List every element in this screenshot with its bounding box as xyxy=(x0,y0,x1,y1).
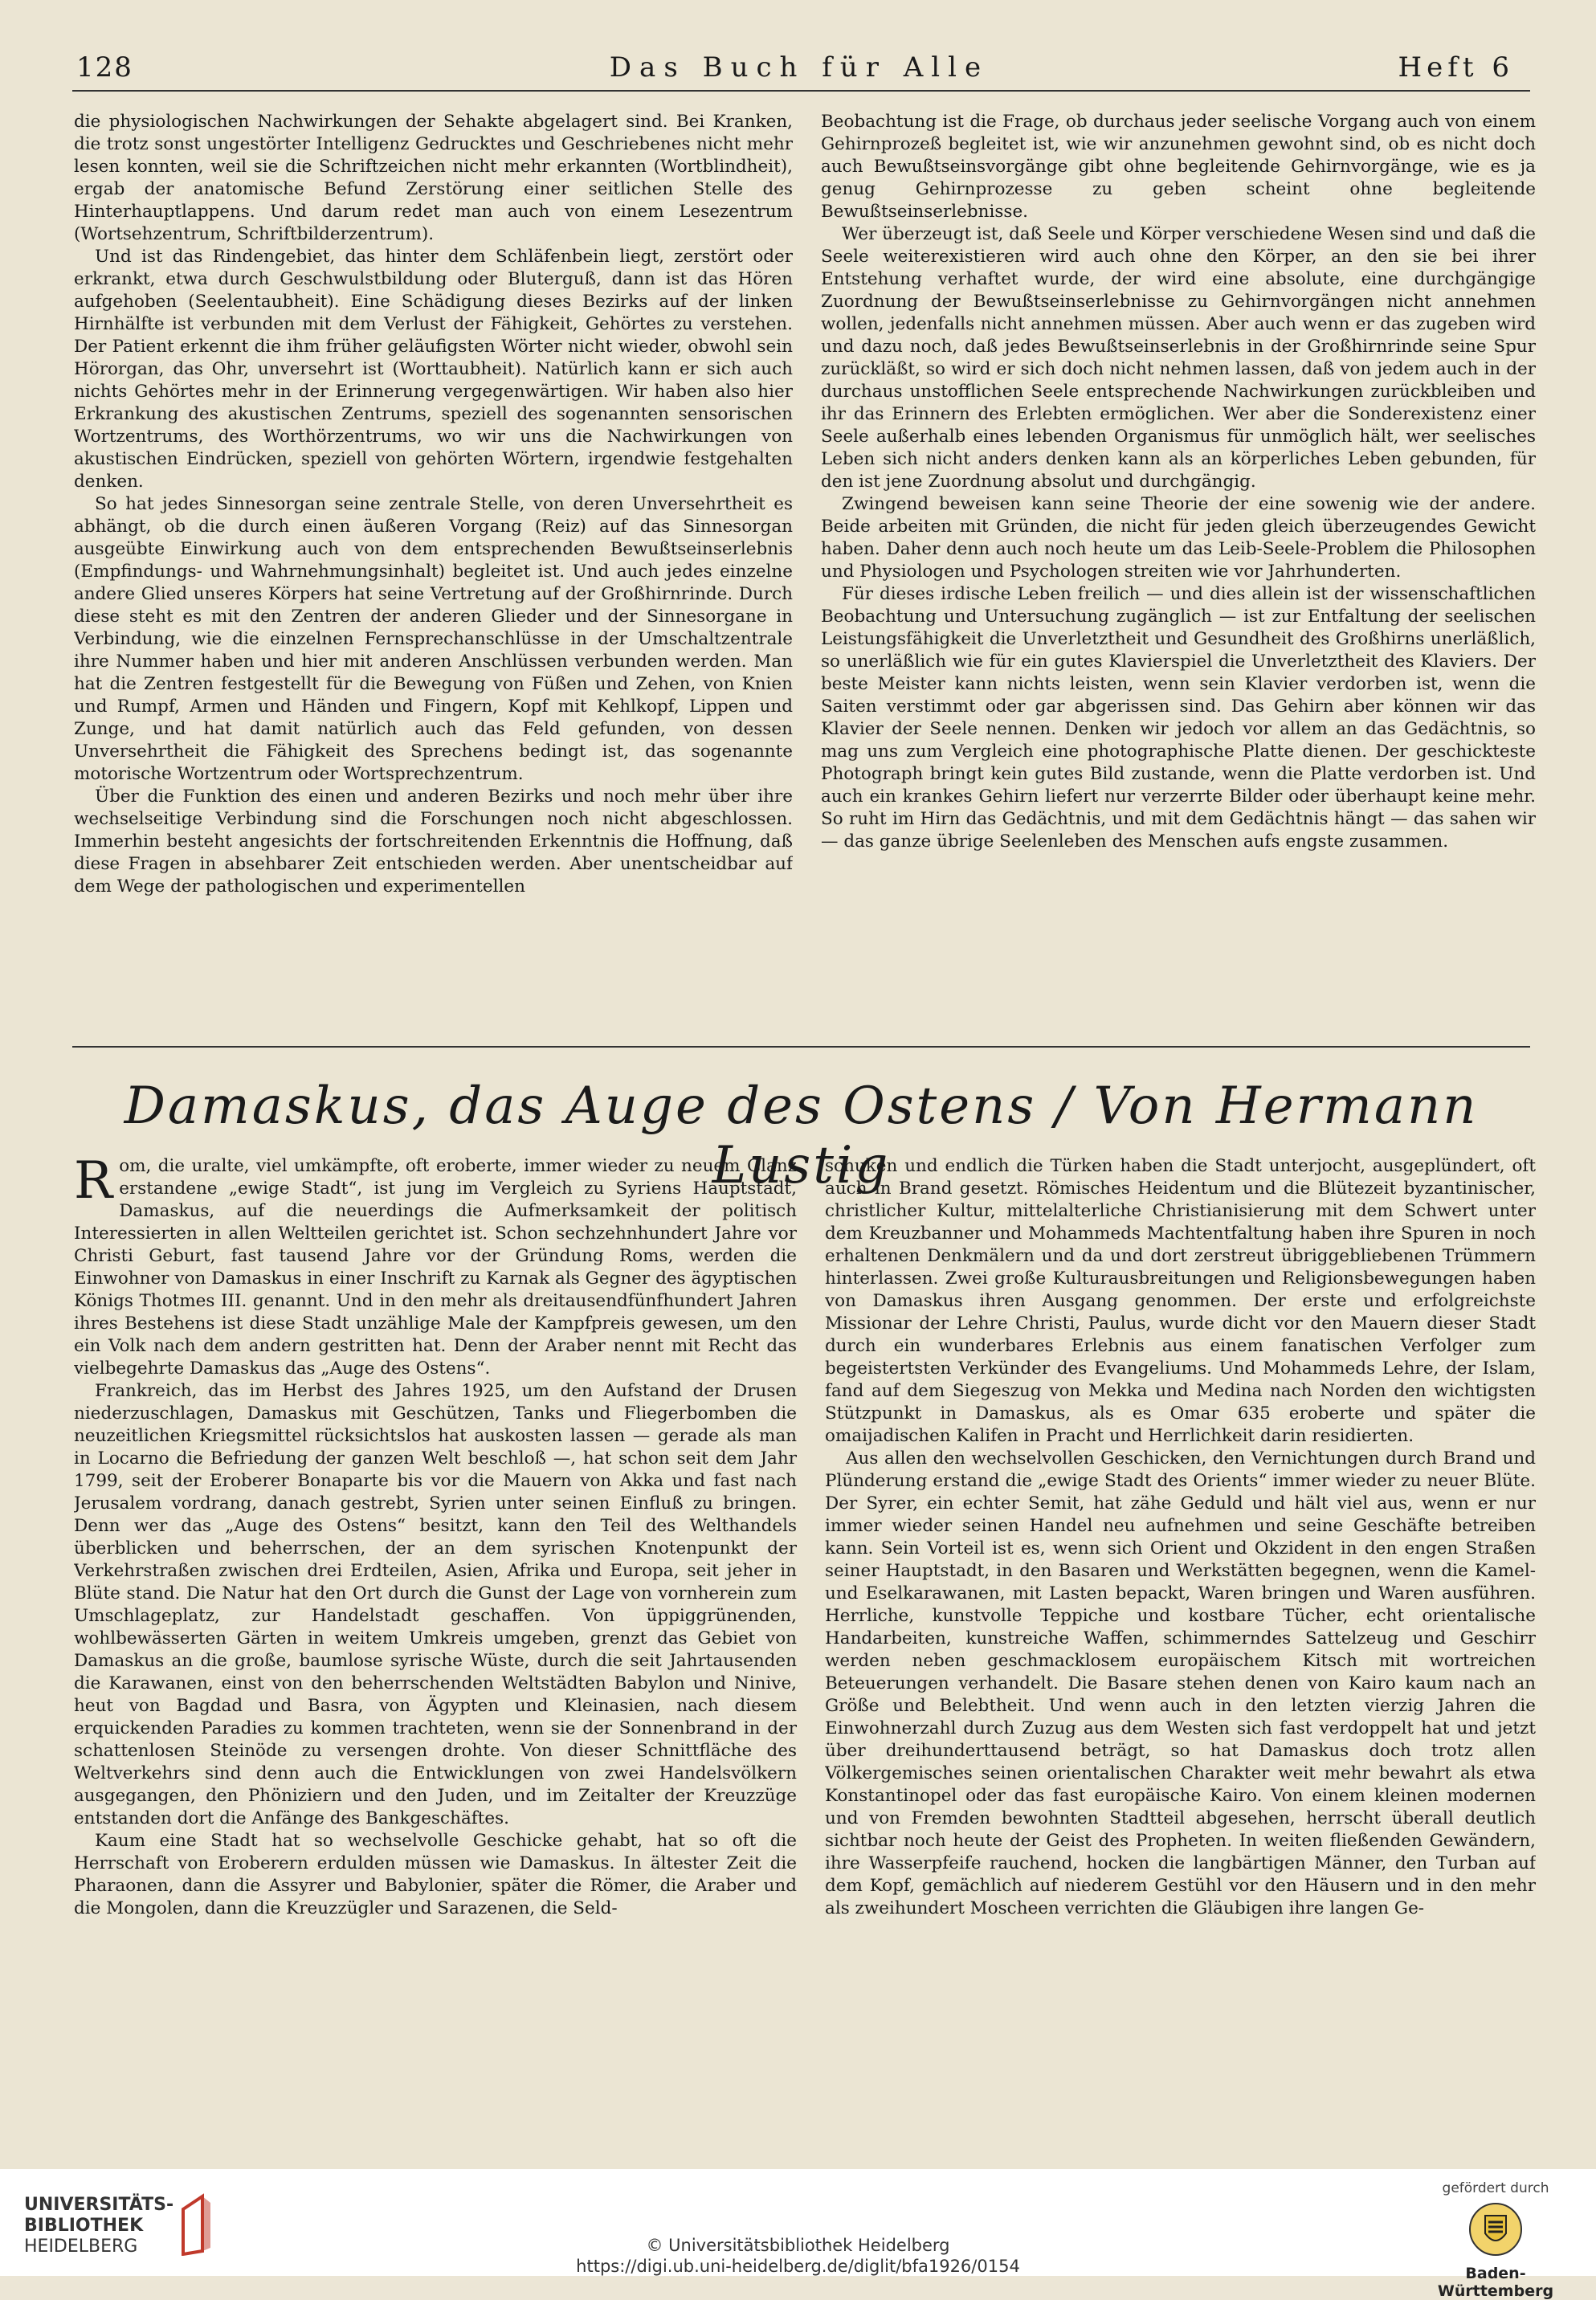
column-bottom-left xyxy=(74,1155,797,2111)
column-top-right xyxy=(821,111,1536,1027)
drop-cap: R xyxy=(74,1155,113,1211)
state-crest-icon xyxy=(1467,2201,1524,2257)
paragraph: Und ist das Rindengebiet, das hinter dem Schläfenbein liegt, zerstört oder erkrankt, etwa durch Geschwulstbildung oder Bluterguß, dann ist das Hören aufgehoben (Seelentaubheit). Eine Schädigung dieses Bezirks auf der linken Hirnhälfte ist verbunden mit dem Verlust der Fähigkeit, Gehörtes zu verstehen. Der Patient erkennt die ihm früher geläufigsten Wörter nicht wieder, obwohl sein Hörorgan, das Ohr, unversehrt ist (Worttaubheit). Natürlich kann er sich auch nichts Gehörtes mehr in der Erinnerung vergegenwärtigen. Wir haben also hier Erkrankung des akustischen Zentrums, speziell des sogenannten sensorischen Wortzentrums, des Worthörzentrums, wo wir uns die Nachwirkungen von akustischen Eindrücken, speziell von gehörten Wörtern, irgendwie festgehalten denken. xyxy=(74,247,793,492)
paragraph: schuken und endlich die Türken haben die Stadt unterjocht, ausgeplündert, oft auch in Brand gesetzt. Römisches Heidentum und die Blütezeit byzantinischer, christlicher Kultur, mittelalterliche Christianisierung mit dem Schwert unter dem Kreuzbanner und Mohammeds Machtentfaltung haben ihre Spuren in noch erhaltenen Denkmälern und da und dort zerstreut übriggebliebenen Trümmern hinterlassen. Zwei große Kulturausbreitungen und Religionsbewegungen haben von Damaskus ihren Ausgang genommen. Der erste und erfolgreichste Missionar der Lehre Christi, Paulus, wurde dicht vor den Mauern dieser Stadt durch ein wunderbares Erlebnis aus einem fanatischen Verfolger zum begeistertsten Verkünder des Evangeliums. Und Mohammeds Lehre, der Islam, fand auf dem Siegeszug von Mekka und Medina nach Norden den wichtigsten Stützpunkt in Damaskus, als es Omar 635 eroberte und später die omaijadischen Kalifen in Pracht und Herrlichkeit darin residierten. xyxy=(825,1156,1536,1446)
paragraph: Frankreich, das im Herbst des Jahres 1925, um den Aufstand der Drusen niederzuschlagen, Damaskus mit Geschützen, Tanks und Fliegerbomben die neuzeitlichen Kriegsmittel rücksichtslos hat auskosten lassen — gerade als man in Locarno die Befriedung der ganzen Welt beschloß —, hat schon seit dem Jahr 1799, seit der Eroberer Bonaparte bis vor die Mauern von Akka und fast nach Jerusalem vordrang, danach gestrebt, Syrien unter seinen Einfluß zu bringen. Denn wer das „Auge des Ostens“ besitzt, kann den Teil des Welthandels überblicken und beherrschen, der an dem syrischen Knotenpunkt der Verkehrstraßen zwischen drei Erdteilen, Asien, Afrika und Europa, seit jeher in Blüte stand. Die Natur hat den Ort durch die Gunst der Lage von vornherein zum Umschlageplatz, zur Handelstadt geschaffen. Von üppiggrünenden, wohlbewässerten Gärten in weitem Umkreis umgeben, grenzt das Gebiet von Damaskus an die große, baumlose syrische Wüste, durch die seit Jahrtausenden die Karawanen, einst von den beherrschenden Weltstädten Babylon und Ninive, heut von Bagdad und Basra, von Ägypten und Kleinasien, nach diesem erquickenden Paradies zu kommen trachteten, wenn sie der Sonnenbrand in der schattenlosen Steinöde zu versengen drohte. Von dieser Schnittfläche des Weltverkehrs sind denn auch die Entwicklungen von zwei Handelsvölkern ausgegangen, den Phöniziern und den Juden, und im Zeitalter der Kreuzzüge entstanden dort die Anfänge des Bankgeschäftes. xyxy=(74,1381,797,1828)
sponsor-block xyxy=(1419,2180,1572,2300)
running-header xyxy=(76,47,1522,87)
article-title: Damaskus, das Auge des Ostens / Von Hermann Lustig xyxy=(124,1076,1479,1195)
paragraph xyxy=(74,1155,797,1380)
paragraph: Beobachtung ist die Frage, ob durchaus jeder seelische Vorgang auch von einem Gehirnprozeß begleitet ist, wie wir anzunehmen gewohnt sind, ob es nicht doch auch Bewußtseinsvorgänge gibt ohne begleitende Gehirnvorgänge, wie es ja genug Gehirnprozesse zu geben scheint ohne begleitende Bewußtseinserlebnisse. xyxy=(821,112,1536,222)
paragraph: Über die Funktion des einen und anderen Bezirks und noch mehr über ihre wechselseitige Verbindung sind die Forschungen noch nicht abgeschlossen. Immerhin besteht angesichts der fortschreitenden Erkenntnis die Hoffnung, daß diese Fragen in absehbarer Zeit entschieden werden. Aber unentscheidbar auf dem Wege der pathologischen und experimentellen xyxy=(74,786,793,897)
permalink[interactable]: https://digi.ub.uni-heidelberg.de/diglit/bfa1926/0154 xyxy=(576,2257,1020,2276)
sponsor-name: Baden-Württemberg xyxy=(1437,2265,1554,2300)
paragraph: Kaum eine Stadt hat so wechselvolle Geschicke gehabt, hat so oft die Herrschaft von Eroberern erdulden müssen wie Damaskus. In ältester Zeit die Pharaonen, dann die Assyrer und Babylonier, später die Römer, die Araber und die Mongolen, dann die Kreuzzügler und Sarazenen, die Seld- xyxy=(74,1831,797,1918)
paragraph: Zwingend beweisen kann seine Theorie der eine sowenig wie der andere. Beide arbeiten mit Gründen, die nicht für jeden gleich überzeugendes Gewicht haben. Daher denn auch noch heute um das Leib-Seele-Problem die Philosophen und Physiologen und Psychologen streiten wie vor Jahrhunderten. xyxy=(821,494,1536,582)
copyright-text: © Universitätsbibliothek Heidelberg xyxy=(646,2236,950,2255)
paragraph: die physiologischen Nachwirkungen der Sehakte abgelagert sind. Bei Kranken, die trotz sonst ungestörter Intelligenz Gedrucktes und Geschriebenes nicht mehr lesen konnten, weil sie die Schriftzeichen nicht mehr erkannten (Wortblindheit), ergab der anatomische Befund Zerstörung einer seitlichen Stelle des Hinterhauptlappens. Und darum redet man auch von einem Lesezentrum (Wortsehzentrum, Schriftbilderzentrum). xyxy=(74,112,793,244)
column-top-left xyxy=(74,111,793,1027)
issue-label: Heft 6 xyxy=(1398,51,1514,84)
column-bottom-right xyxy=(825,1155,1536,2111)
paragraph: So hat jedes Sinnesorgan seine zentrale Stelle, von deren Unversehrtheit es abhängt, ob die durch einen äußeren Vorgang (Reiz) auf das Sinnesorgan ausgeübte Einwirkung auch von dem entsprechenden Bewußtseinserlebnis (Empfindungs- und Wahrnehmungsinhalt) begleitet ist. Und auch jedes einzelne andere Glied unseres Körpers hat seine Vertretung auf der Großhirnrinde. Durch diese steht es mit den Zentren der anderen Glieder und der Sinnesorgane in Verbindung, wie die einzelnen Fernsprechanschlüsse in der Umschaltzentrale ihre Nummer haben und hier mit anderen Anschlüssen verbunden werden. Man hat die Zentren festgestellt für die Bewegung von Füßen und Zehen, von Knien und Rumpf, Armen und Händen und Fingern, Kopf mit Kehlkopf, Lippen und Zunge, und hat damit natürlich auch das Feld gefunden, von dessen Unversehrtheit die Fähigkeit des Sprechens bedingt ist, das sogenannte motorische Wortzentrum oder Wortsprechzentrum. xyxy=(74,494,793,784)
library-name: UNIVERSITÄTS- BIBLIOTHEK HEIDELBERG xyxy=(24,2195,174,2257)
page-number: 128 xyxy=(76,51,133,84)
sponsor-label: gefördert durch xyxy=(1442,2180,1549,2196)
viewer-footer xyxy=(0,2169,1596,2300)
paragraph: Für dieses irdische Leben freilich — und dies allein ist der wissenschaftlichen Beobachtung und Untersuchung zugänglich — ist zur Entfaltung der seelischen Leistungsfähigkeit die Unverletztheit und Gesundheit des Großhirns unerläßlich, so unerläßlich wie für ein gutes Klavierspiel die Unverletztheit des Klaviers. Der beste Meister kann nichts leisten, wenn sein Klavier verdorben ist, wenn die Saiten verstimmt oder gar abgerissen sind. Das Gehirn aber können wir das Klavier der Seele nennen. Denken wir jedoch vor allem an das Gedächtnis, so mag uns zum Vergleich eine photographische Platte dienen. Der geschickteste Photograph bringt kein gutes Bild zustande, wenn die Platte verdorben ist. Und auch ein krankes Gehirn liefert nur verzerrte Bilder oder überhaupt keine mehr. So ruht im Hirn das Gedächtnis, und mit dem Gedächtnis hängt — das sahen wir — das ganze übrige Seelenleben des Menschen aufs engste zusammen. xyxy=(821,584,1536,852)
paragraph: Aus allen den wechselvollen Geschicken, den Vernichtungen durch Brand und Plünderung erstand die „ewige Stadt des Orients“ immer wieder zu neuer Blüte. Der Syrer, ein echter Semit, hat zähe Geduld und hält viel aus, wenn er nur immer wieder seinen Handel neu aufnehmen und seine Geschäfte betreiben kann. Sein Vorteil ist es, wenn sich Orient und Okzident in den engen Straßen seiner Hauptstadt, in den Basaren und Werkstätten begegnen, wenn die Kamel- und Eselkarawanen, mit Lasten bepackt, Waren bringen und Waren ausführen. Herrliche, kunstvolle Teppiche und kostbare Tücher, echt orientalische Handarbeiten, kunstreiche Waffen, schimmerndes Sattelzeug und Geschirr werden neben geschmacklosem europäischem Kitsch mit wortreichen Beteuerungen verhandelt. Die Basare stehen denen von Kairo kaum nach an Größe und Belebtheit. Und wenn auch in den letzten vierzig Jahren die Einwohnerzahl durch Zuzug aus dem Westen sich fast verdoppelt hat und jetzt über dreihunderttausend beträgt, so hat Damaskus doch trotz allen Völkergemisches seinen orientalischen Charakter weit mehr bewahrt als etwa Konstantinopel oder das fast europäische Kairo. Von einem kleinen modernen und von Fremden bewohnten Stadtteil abgesehen, herrscht überall deutlich sichtbar noch heute der Geist des Propheten. In weiten fließenden Gewändern, ihre Wasserpfeife rauchend, hocken die langbärtigen Männer, den Turban auf dem Kopf, gemächlich auf niederem Gestühl vor den Häusern und in den mehr als zweihundert Moscheen verrichten die Gläubigen ihre langen Ge- xyxy=(825,1448,1536,1918)
copyright-block xyxy=(0,2235,1596,2277)
section-rule xyxy=(72,1046,1530,1048)
paragraph: Wer überzeugt ist, daß Seele und Körper verschiedene Wesen sind und daß die Seele weiterexistieren wird auch ohne den Körper, an den sie bei ihrer Entstehung verhaftet wurde, der wird eine absolute, eine durchgängige Zuordnung der Bewußtseinserlebnisse zu Gehirnvorgängen nicht annehmen wollen, jedenfalls nicht annehmen müssen. Aber auch wenn er das zugeben wird und dazu noch, daß jedes Bewußtseinserlebnis in der Großhirnrinde seine Spur zurückläßt, so wird er sich doch nicht nehmen lassen, daß von jedem auch in der durchaus unstofflichen Seele entsprechende Nachwirkungen zurückbleiben und ihr das Erinnern des Erlebten ermöglichen. Wer aber die Sonderexistenz einer Seele außerhalb eines lebenden Organismus für unmöglich hält, wer seelisches Leben sich nicht anders denken kann als an körperliches Leben gebunden, für den ist jene Zuordnung absolut und durchgängig. xyxy=(821,224,1536,492)
publication-title: Das Buch für Alle xyxy=(609,51,990,84)
paragraph-text: om, die uralte, viel umkämpfte, oft eroberte, immer wieder zu neuem Glanz erstandene „ewige Stadt“, ist jung im Vergleich zu Syriens Hauptstadt, Damaskus, auf die neuerdings die Aufmerksamkeit der politisch Interessierten in allen Weltteilen gerichtet ist. Schon sechzehnhundert Jahre vor Christi Geburt, fast tausend Jahre vor der Gründung Roms, werden die Einwohner von Damaskus in einer Inschrift zu Karnak als Gegner des ägyptischen Königs Thotmes III. genannt. Und in den mehr als dreitausendfünfhundert Jahren ihres Bestehens ist diese Stadt unzählige Male der Kampfpreis gewesen, um den ein Volk nach dem andern gestritten hat. Denn der Araber nennt mit Recht das vielbegehrte Damaskus das „Auge des Ostens“. xyxy=(74,1156,797,1379)
header-rule xyxy=(72,90,1530,92)
